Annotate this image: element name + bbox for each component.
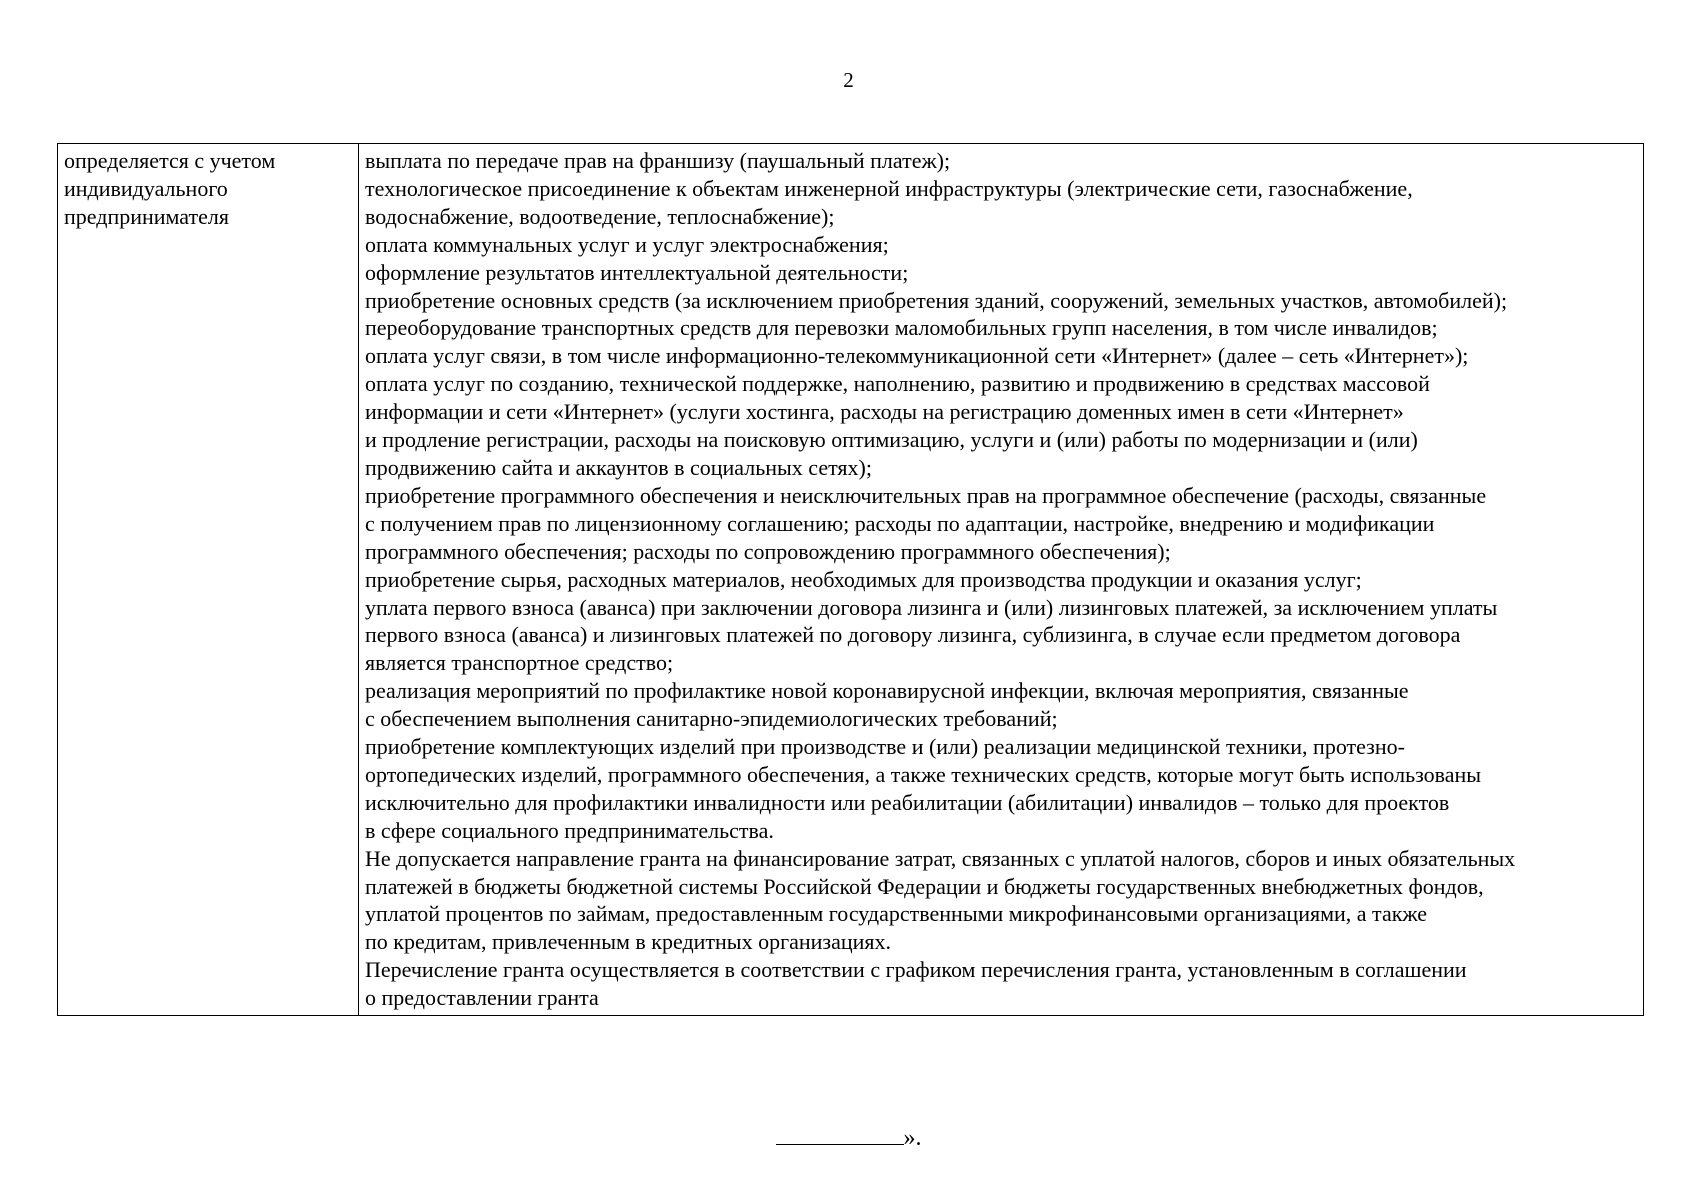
- text-line: определяется с учетом: [64, 148, 276, 173]
- text-line: исключительно для профилактики инвалидности или реабилитации (абилитации) инвалидов – только для проектов: [365, 789, 1450, 815]
- text-line: и продление регистрации, расходы на поисковую оптимизацию, услуги и (или) работы по модернизации и (или): [365, 427, 1418, 453]
- text-line: оплата услуг связи, в том числе информационно-телекоммуникационной сети «Интернет» (далее – сеть «Интернет»);: [365, 343, 1469, 369]
- text-line: информации и сети «Интернет» (услуги хостинга, расходы на регистрацию доменных имен в сети «Интернет»: [365, 399, 1404, 425]
- text-line: с обеспечением выполнения санитарно-эпидемиологических требований;: [365, 706, 1058, 732]
- text-line: оформление результатов интеллектуальной деятельности;: [365, 259, 909, 285]
- text-line: приобретение сырья, расходных материалов, необходимых для производства продукции и оказания услуг;: [365, 566, 1362, 592]
- text-line: ортопедических изделий, программного обеспечения, а также технических средств, которые могут быть использованы: [365, 761, 1482, 787]
- closing-line: [0, 1122, 1697, 1152]
- text-line: продвижению сайта и аккаунтов в социальных сетях);: [365, 454, 872, 480]
- text-line: первого взноса (аванса) и лизинговых платежей по договору лизинга, сублизинга, в случае если предметом договора: [365, 622, 1461, 648]
- text-line: предпринимателя: [64, 203, 229, 229]
- closing-quote: ».: [903, 1125, 922, 1151]
- text-line: Перечисление гранта осуществляется в соответствии с графиком перечисления гранта, установленным в соглашении: [365, 957, 1467, 983]
- text-line: программного обеспечения; расходы по сопровождению программного обеспечения);: [365, 538, 1171, 564]
- text-line: с получением прав по лицензионному соглашению; расходы по адаптации, настройке, внедрению и модификации: [365, 510, 1435, 536]
- text-line: оплата услуг по созданию, технической поддержке, наполнению, развитию и продвижению в средствах массовой: [365, 371, 1430, 397]
- text-line: выплата по передаче прав на франшизу (паушальный платеж);: [365, 148, 951, 173]
- text-line: Не допускается направление гранта на финансирование затрат, связанных с уплатой налогов, сборов и иных обязательных: [365, 845, 1516, 871]
- text-line: уплата первого взноса (аванса) при заключении договора лизинга и (или) лизинговых платежей, за исключением уплаты: [365, 594, 1498, 620]
- text-line: приобретение комплектующих изделий при производстве и (или) реализации медицинской техники, протезно-: [365, 734, 1405, 760]
- table-cell-left: [58, 144, 359, 1016]
- text-line: технологическое присоединение к объектам инженерной инфраструктуры (электрические сети, газоснабжение,: [365, 175, 1413, 201]
- expense-table: [57, 143, 1644, 1016]
- text-line: приобретение основных средств (за исключением приобретения зданий, сооружений, земельных участков, автомобилей);: [365, 287, 1508, 313]
- text-line: является транспортное средство;: [365, 650, 674, 676]
- text-line: реализация мероприятий по профилактике новой коронавирусной инфекции, включая мероприятия, связанные: [365, 678, 1409, 704]
- text-line: водоснабжение, водоотведение, теплоснабжение);: [365, 203, 835, 229]
- text-line: индивидуального: [64, 175, 228, 201]
- text-line: платежей в бюджеты бюджетной системы Российской Федерации и бюджеты государственных внебюджетных фондов,: [365, 873, 1484, 899]
- table-row: [58, 144, 1644, 1016]
- signature-blank: [776, 1122, 904, 1145]
- table-cell-right: [359, 144, 1644, 1016]
- text-line: переоборудование транспортных средств для перевозки маломобильных групп населения, в том числе инвалидов;: [365, 315, 1438, 341]
- text-line: оплата коммунальных услуг и услуг электроснабжения;: [365, 231, 889, 257]
- text-line: по кредитам, привлеченным в кредитных организациях.: [365, 929, 892, 955]
- text-line: уплатой процентов по займам, предоставленным государственными микрофинансовыми организациями, а также: [365, 901, 1428, 927]
- page-number: 2: [843, 68, 854, 92]
- text-line: в сфере социального предпринимательства.: [365, 817, 774, 843]
- text-line: приобретение программного обеспечения и неисключительных прав на программное обеспечение (расходы, связанные: [365, 482, 1487, 508]
- text-line: о предоставлении гранта: [365, 985, 599, 1011]
